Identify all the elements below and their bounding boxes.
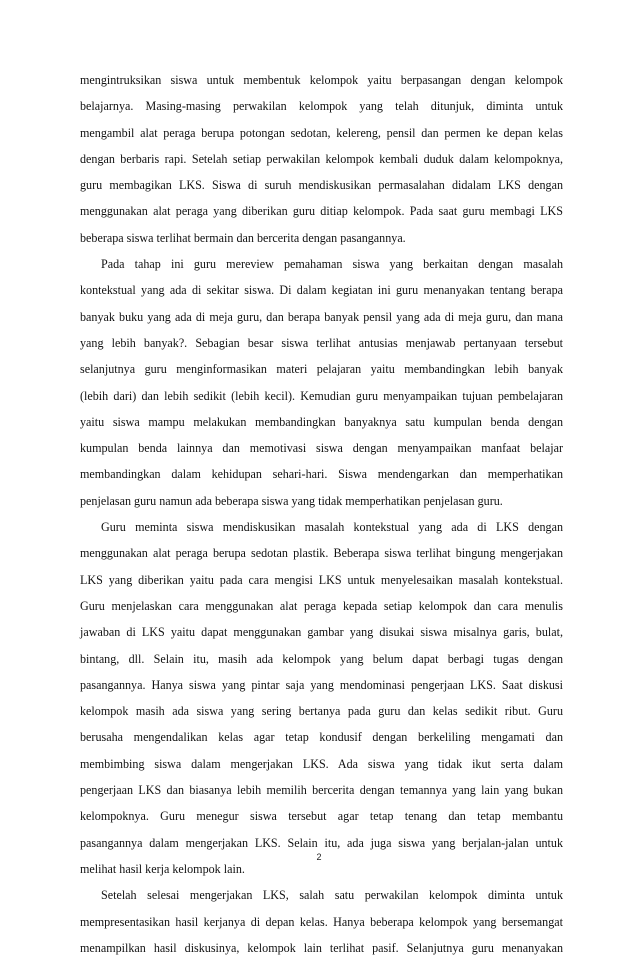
text-line: pasangannya dalam mengerjakan LKS. Selain itu, ada juga siswa yang berjalan-jalan untuk xyxy=(80,835,563,850)
paragraph-first-line: Pada tahap ini guru mereview pemahaman siswa yang berkaitan dengan masalah xyxy=(101,257,563,272)
text-line: kontekstual yang ada di sekitar siswa. Di dalam kegiatan ini guru menanyakan tentang berapa xyxy=(80,283,563,298)
text-line: yang lebih banyak?. Sebagian besar siswa terlihat antusias menjawab pertanyaan tersebut xyxy=(80,335,563,350)
text-line: membandingkan dalam kehidupan sehari-hari. Siswa mendengarkan dan memperhatikan xyxy=(80,467,563,482)
text-line: mempresentasikan hasil kerjanya di depan kelas. Hanya beberapa kelompok yang bersemangat xyxy=(80,914,563,929)
text-line: Guru menjelaskan cara menggunakan alat peraga kepada setiap kelompok dan cara menulis xyxy=(80,598,563,613)
body-text xyxy=(80,67,563,961)
text-line: (lebih dari) dan lebih sedikit (lebih kecil). Kemudian guru menyampaikan tujuan pembelajaran xyxy=(80,388,563,403)
text-line: jawaban di LKS yaitu dapat menggunakan gambar yang disukai siswa misalnya garis, bulat, xyxy=(80,625,563,640)
text-line: pengerjaan LKS dan biasanya lebih memilih bercerita dengan temannya yang lain yang bukan xyxy=(80,783,563,798)
text-line: membimbing siswa dalam mengerjakan LKS. Ada siswa yang tidak ikut serta dalam xyxy=(80,756,563,771)
text-line: berusaha mengendalikan kelas agar tetap kondusif dengan berkeliling mengamati dan xyxy=(80,730,563,745)
text-line: melihat hasil kerja kelompok lain. xyxy=(80,861,245,876)
text-line: kumpulan benda lainnya dan memotivasi siswa dengan menyampaikan manfaat belajar xyxy=(80,441,563,456)
text-line: menampilkan hasil diskusinya, kelompok lain terlihat pasif. Selanjutnya guru menanyakan xyxy=(80,940,563,955)
text-line: banyak buku yang ada di meja guru, dan berapa banyak pensil yang ada di meja guru, dan mana xyxy=(80,309,563,324)
text-line: dengan berbaris rapi. Setelah setiap perwakilan kelompok kembali duduk dalam kelompoknya, xyxy=(80,151,563,166)
text-line: beberapa siswa terlihat bermain dan bercerita dengan pasangannya. xyxy=(80,230,406,245)
text-line: bintang, dll. Selain itu, masih ada kelompok yang belum dapat berbagi tugas dengan xyxy=(80,651,563,666)
text-line: menggunakan alat peraga yang diberikan guru ditiap kelompok. Pada saat guru membagi LKS xyxy=(80,204,563,219)
page-number: 2 xyxy=(316,852,322,862)
text-line: LKS yang diberikan yaitu pada cara mengisi LKS untuk menyelesaikan masalah kontekstual. xyxy=(80,572,563,587)
paragraph-first-line: Setelah selesai mengerjakan LKS, salah satu perwakilan kelompok diminta untuk xyxy=(101,888,563,903)
text-line: belajarnya. Masing-masing perwakilan kelompok yang telah ditunjuk, diminta untuk xyxy=(80,99,563,114)
text-line: pasangannya. Hanya siswa yang pintar saja yang mendominasi pengerjaan LKS. Saat diskusi xyxy=(80,677,563,692)
text-line: mengintruksikan siswa untuk membentuk kelompok yaitu berpasangan dengan kelompok xyxy=(80,73,563,87)
text-line: penjelasan guru namun ada beberapa siswa yang tidak memperhatikan penjelasan guru. xyxy=(80,493,503,508)
text-line: menggunakan alat peraga berupa sedotan plastik. Beberapa siswa terlihat bingung mengerjakan xyxy=(80,546,563,561)
text-line: guru membagikan LKS. Siswa di suruh mendiskusikan permasalahan didalam LKS dengan xyxy=(80,178,563,193)
text-line: selanjutnya guru menginformasikan materi pelajaran yaitu membandingkan lebih banyak xyxy=(80,362,563,377)
text-line: kelompok masih ada siswa yang sering bertanya pada guru dan kelas sedikit ribut. Guru xyxy=(80,704,563,719)
paragraph-first-line: Guru meminta siswa mendiskusikan masalah kontekstual yang ada di LKS dengan xyxy=(101,520,563,535)
text-line: kelompoknya. Guru menegur siswa tersebut agar tetap tenang dan tetap membantu xyxy=(80,809,563,824)
text-line: yaitu siswa mampu melakukan membandingkan banyaknya satu kumpulan benda dengan xyxy=(80,414,563,429)
text-line: mengambil alat peraga berupa potongan sedotan, kelereng, pensil dan permen ke depan kelas xyxy=(80,125,563,140)
